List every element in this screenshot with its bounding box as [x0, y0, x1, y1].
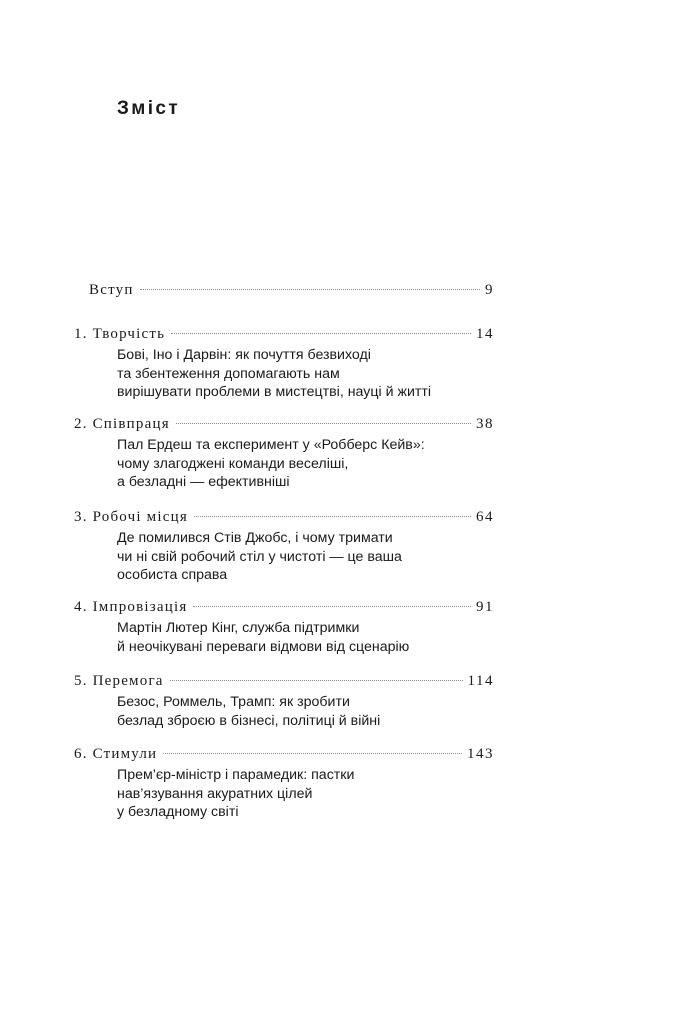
- subtitle-line: а безладні — ефективніші: [117, 474, 290, 491]
- subtitle-line: Безос, Роммель, Трамп: як зробити: [117, 694, 350, 710]
- subtitle-line: Бові, Іно і Дарвін: як почуття безвиході: [117, 347, 371, 363]
- subtitle-line: особиста справа: [117, 567, 228, 584]
- entry-subtitle: [117, 436, 494, 492]
- toc-entry-intro[interactable]: [89, 281, 494, 300]
- toc-entry-4[interactable]: [74, 598, 494, 656]
- toc-entry-2[interactable]: [74, 415, 494, 492]
- entry-label: 1. Творчість: [74, 326, 166, 342]
- entry-subtitle: [117, 766, 494, 822]
- entry-subtitle: [117, 619, 494, 656]
- toc-entry-3[interactable]: [74, 508, 494, 585]
- entry-subtitle: [117, 346, 494, 402]
- subtitle-line: вирішувати проблеми в мистецтві, науці й житті: [117, 384, 432, 401]
- toc-entry-6[interactable]: [74, 745, 494, 822]
- subtitle-line: й неочікувані переваги відмови від сценарію: [117, 638, 410, 655]
- page-number: 91: [476, 599, 494, 615]
- subtitle-line: Пал Ердеш та експеримент у «Робберс Кейв»:: [117, 437, 425, 453]
- dot-leader: [176, 423, 471, 424]
- entry-label: 3. Робочі місця: [74, 509, 188, 525]
- entry-label: 6. Стимули: [74, 746, 158, 762]
- subtitle-line: чому злагоджені команди веселіші,: [117, 455, 349, 472]
- toc-entry-5[interactable]: [74, 672, 494, 730]
- page-number: 143: [467, 746, 494, 762]
- subtitle-line: та збентеження допомагають нам: [117, 365, 340, 382]
- page-number: 114: [467, 673, 494, 689]
- dot-leader: [171, 333, 471, 334]
- dot-leader: [193, 606, 471, 607]
- subtitle-line: чи ні свій робочий стіл у чистоті — це ваша: [117, 548, 402, 565]
- entry-label: 4. Імпровізація: [74, 599, 188, 615]
- subtitle-line: Прем’єр-міністр і парамедик: пастки: [117, 767, 355, 783]
- page-number: 38: [476, 416, 494, 432]
- entry-subtitle: [117, 529, 494, 585]
- page-title: Зміст: [117, 98, 181, 119]
- dot-leader: [194, 516, 471, 517]
- dot-leader: [140, 289, 480, 290]
- subtitle-line: нав’язування акуратних цілей: [117, 785, 313, 802]
- subtitle-line: безлад зброєю в бізнесі, політиці й війні: [117, 712, 381, 729]
- toc-entry-1[interactable]: [74, 325, 494, 402]
- entry-label: 5. Перемога: [74, 673, 164, 689]
- subtitle-line: у безладному світі: [117, 804, 239, 821]
- page-number: 14: [476, 326, 494, 342]
- subtitle-line: Мартін Лютер Кінг, служба підтримки: [117, 620, 360, 636]
- page-number: 9: [485, 282, 494, 298]
- entry-subtitle: [117, 693, 494, 730]
- dot-leader: [170, 680, 463, 681]
- entry-label: 2. Співпраця: [74, 416, 170, 432]
- page-number: 64: [476, 509, 494, 525]
- entry-label: Вступ: [89, 282, 134, 298]
- dot-leader: [163, 753, 462, 754]
- subtitle-line: Де помилився Стів Джобс, і чому тримати: [117, 530, 393, 546]
